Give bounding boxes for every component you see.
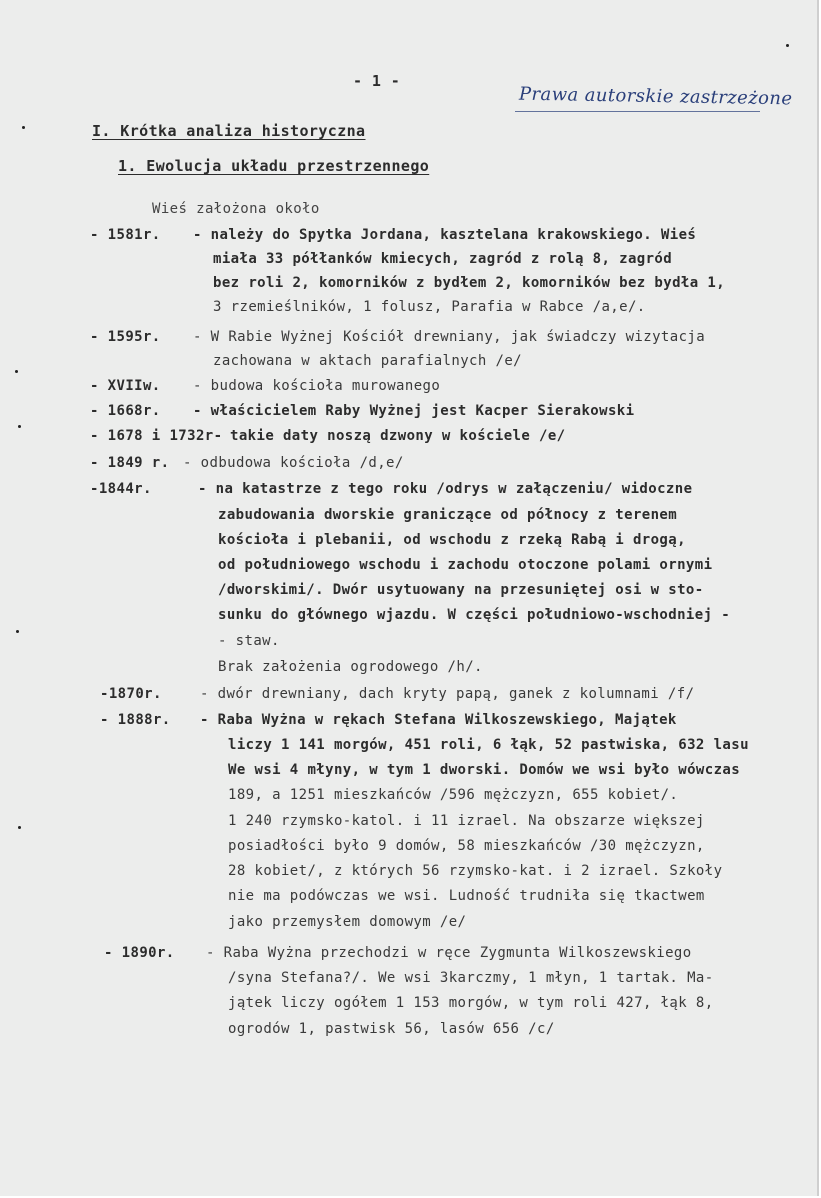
entry-date: -1844r. bbox=[90, 481, 152, 497]
entry-date: - 1888r. bbox=[100, 712, 171, 728]
entry-date: - 1595r. bbox=[90, 329, 161, 345]
margin-dot bbox=[15, 370, 18, 373]
entry-line: ogrodów 1, pastwisk 56, lasów 656 /c/ bbox=[228, 1021, 555, 1037]
entry-line: - należy do Spytka Jordana, kasztelana krakowskiego. Wieś bbox=[193, 227, 697, 243]
entry-line: zabudowania dworskie graniczące od północy z terenem bbox=[218, 507, 678, 523]
entry-line: - budowa kościoła murowanego bbox=[193, 378, 441, 394]
margin-dot bbox=[18, 826, 21, 829]
margin-dot bbox=[22, 126, 25, 129]
entry-line: - odbudowa kościoła /d,e/ bbox=[183, 455, 404, 471]
entry-line: takie daty noszą dzwony w kościele /e/ bbox=[230, 428, 566, 444]
entry-line: 1 240 rzymsko-katol. i 11 izrael. Na obszarze większej bbox=[228, 813, 705, 829]
handwritten-underline bbox=[515, 111, 760, 112]
entry-line: 189, a 1251 mieszkańców /596 mężczyzn, 655 kobiet/. bbox=[228, 787, 679, 803]
entry-line: /dworskimi/. Dwór usytuowany na przesuniętej osi w sto- bbox=[218, 582, 704, 598]
entry-date: - 1849 r. bbox=[90, 455, 170, 471]
entry-line: jątek liczy ogółem 1 153 morgów, w tym roli 427, łąk 8, bbox=[228, 995, 714, 1011]
entry-line: jako przemysłem domowym /e/ bbox=[228, 914, 467, 930]
entry-date: - 1678 i 1732r- bbox=[90, 428, 223, 444]
page-number: - 1 - bbox=[353, 72, 401, 90]
section-heading: I. Krótka analiza historyczna bbox=[92, 122, 366, 140]
entry-line: - staw. bbox=[218, 633, 280, 649]
entry-line: - W Rabie Wyżnej Kościół drewniany, jak świadczy wizytacja bbox=[193, 329, 706, 345]
entry-line: /syna Stefana?/. We wsi 3karczmy, 1 młyn, 1 tartak. Ma- bbox=[228, 970, 714, 986]
entry-line: 28 kobiet/, z których 56 rzymsko-kat. i 2 izrael. Szkoły bbox=[228, 863, 723, 879]
margin-dot bbox=[18, 425, 21, 428]
entry-line: bez roli 2, komorników z bydłem 2, komorników bez bydła 1, bbox=[213, 275, 726, 291]
entry-line: liczy 1 141 morgów, 451 roli, 6 łąk, 52 pastwiska, 632 lasu bbox=[228, 737, 749, 753]
entry-line: - Raba Wyżna przechodzi w ręce Zygmunta Wilkoszewskiego bbox=[206, 945, 692, 961]
subsection-heading: 1. Ewolucja układu przestrzennego bbox=[118, 157, 430, 175]
entry-date: - 1890r. bbox=[104, 945, 175, 961]
entry-line: 3 rzemieślników, 1 folusz, Parafia w Rabce /a,e/. bbox=[213, 299, 646, 315]
entry-line: Brak założenia ogrodowego /h/. bbox=[218, 659, 483, 675]
entry-line: - właścicielem Raby Wyżnej jest Kacper Sierakowski bbox=[193, 403, 635, 419]
entry-line: - na katastrze z tego roku /odrys w załączeniu/ widoczne bbox=[198, 481, 693, 497]
entry-date: - XVIIw. bbox=[90, 378, 161, 394]
intro-line: Wieś założona około bbox=[152, 201, 320, 217]
entry-line: nie ma podówczas we wsi. Ludność trudniła się tkactwem bbox=[228, 888, 705, 904]
entry-date: - 1668r. bbox=[90, 403, 161, 419]
entry-line: sunku do głównego wjazdu. W części południowo-wschodniej - bbox=[218, 607, 731, 623]
entry-line: od południowego wschodu i zachodu otoczone polami ornymi bbox=[218, 557, 713, 573]
handwritten-note: Prawa autorskie zastrzeżone bbox=[518, 83, 793, 110]
entry-date: - 1581r. bbox=[90, 227, 161, 243]
margin-dot bbox=[786, 44, 789, 47]
entry-line: We wsi 4 młyny, w tym 1 dworski. Domów we wsi było wówczas bbox=[228, 762, 741, 778]
entry-line: kościoła i plebanii, od wschodu z rzeką Rabą i drogą, bbox=[218, 532, 686, 548]
entry-line: - dwór drewniany, dach kryty papą, ganek z kolumnami /f/ bbox=[200, 686, 695, 702]
entry-line: - Raba Wyżna w rękach Stefana Wilkoszewskiego, Majątek bbox=[200, 712, 677, 728]
entry-line: posiadłości było 9 domów, 58 mieszkańców /30 mężczyzn, bbox=[228, 838, 705, 854]
entry-date: -1870r. bbox=[100, 686, 162, 702]
margin-dot bbox=[16, 630, 19, 633]
entry-line: miała 33 półłanków kmiecych, zagród z rolą 8, zagród bbox=[213, 251, 673, 267]
entry-line: zachowana w aktach parafialnych /e/ bbox=[213, 353, 523, 369]
